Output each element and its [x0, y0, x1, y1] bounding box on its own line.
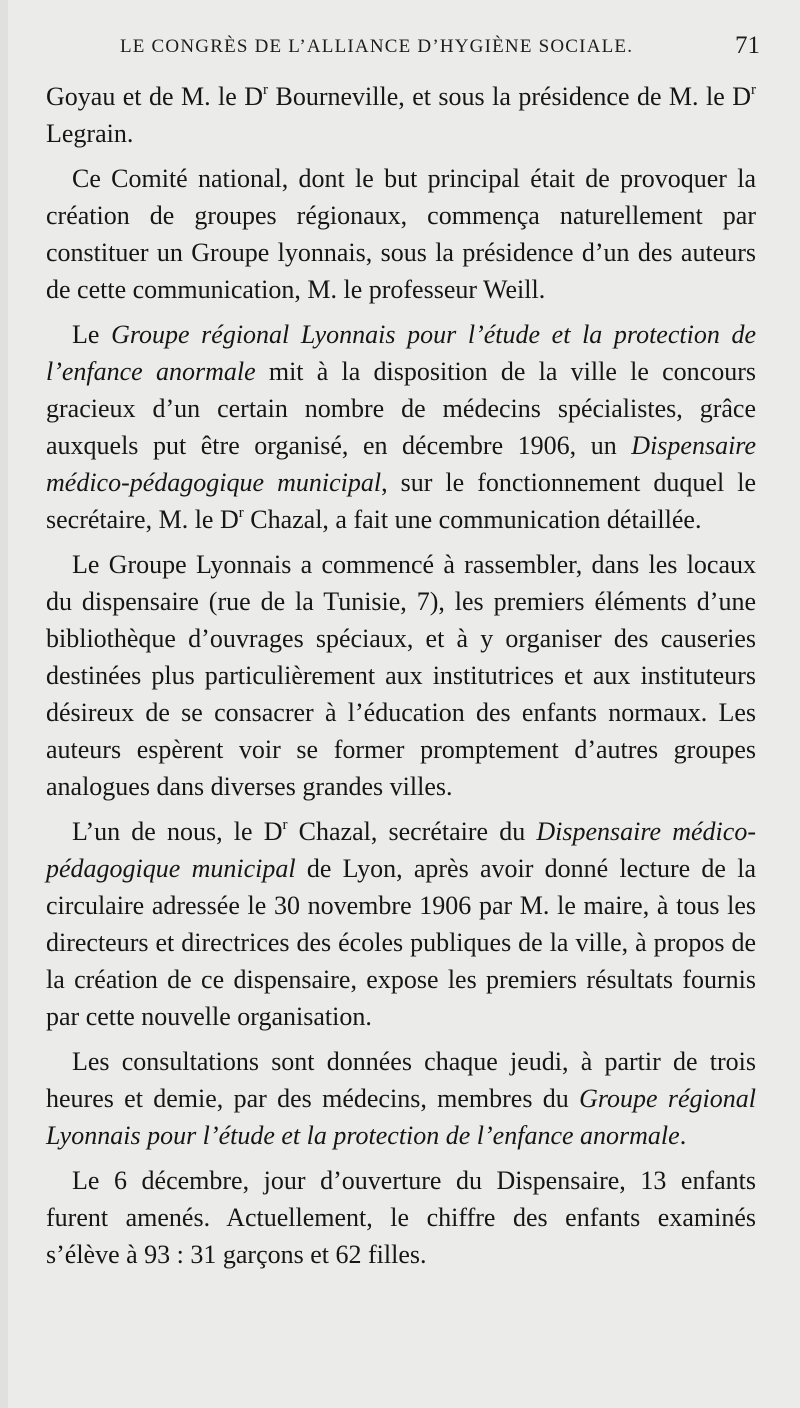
text-run: de Lyon, après avoir donné lecture de la circulaire adressée le 30 novembre 1906 par M. le maire, à tous les directeurs et directrices des écoles publiques de la ville, à propos de la création de ce dispensaire, expose les premiers résultats fournis par cette nouvelle organisation. — [46, 854, 756, 1031]
paragraph — [46, 160, 756, 308]
text-run: Chazal, a fait une communication détaillée. — [243, 505, 702, 534]
italic-text: Groupe régional Lyonnais pour l’étude et la protection de l’enfance anormale — [46, 320, 756, 386]
text-run: , sur le fonctionnement duquel le secrétaire, M. le D — [46, 468, 757, 534]
text-run: Legrain. — [46, 119, 134, 148]
running-title: LE CONGRÈS DE L’ALLIANCE D’HYGIÈNE SOCIALE. — [120, 36, 634, 57]
text-run: Bourneville, et sous la présidence de M. le D — [268, 82, 751, 111]
superscript: r — [282, 817, 288, 833]
text-run: Les consultations sont données chaque jeudi, à partir de trois heures et demie, par des médecins, membres du — [46, 1047, 756, 1113]
page-number: 71 — [735, 32, 760, 59]
italic-text: Groupe régional Lyonnais pour l’étude et la protection de l’enfance anormale — [46, 1084, 756, 1150]
text-run: . — [679, 1121, 687, 1150]
text-run: Goyau et de M. le D — [46, 82, 264, 111]
text-run: mit à la disposition de la ville le concours gracieux d’un certain nombre de médecins spécialistes, grâce auxquels put être organisé, en décembre 1906, un — [46, 357, 756, 460]
italic-text: Dispensaire médico-pédagogique municipal — [46, 431, 756, 497]
text-run: L’un de nous, le D — [72, 817, 283, 846]
text-run: Le — [72, 320, 112, 349]
superscript: r — [238, 505, 244, 521]
superscript: r — [263, 82, 269, 98]
page-edge — [0, 0, 8, 1408]
text-run: Le 6 décembre, jour d’ouverture du Dispensaire, 13 enfants furent amenés. Actuellement, le chiffre des enfants examinés s’élève à 93 : 31 garçons et 62 filles. — [46, 1166, 756, 1269]
superscript: r — [751, 82, 756, 98]
paragraph — [46, 546, 756, 805]
running-header — [120, 32, 760, 66]
paragraph — [46, 1043, 756, 1154]
paragraph — [46, 813, 756, 1035]
text-run: Ce Comité national, dont le but principal était de provoquer la création de groupes régionaux, commença naturellement par constituer un Groupe lyonnais, sous la présidence d’un des auteurs de cette communication, M. le professeur Weill. — [46, 164, 756, 304]
body-text — [46, 78, 756, 1281]
italic-text: Dispensaire médico-pédagogique municipal — [46, 817, 756, 883]
text-run: Le Groupe Lyonnais a commencé à rassembler, dans les locaux du dispensaire (rue de la Tunisie, 7), les premiers éléments d’une bibliothèque d’ouvrages spéciaux, et à y organiser des causeries destinées plus particulièrement aux institutrices et aux instituteurs désireux de se consacrer à l’éducation des enfants normaux. Les auteurs espèrent voir se former promptement d’autres groupes analogues dans diverses grandes villes. — [46, 550, 756, 801]
paragraph — [46, 316, 756, 538]
paragraph — [46, 78, 756, 152]
text-run: Chazal, secrétaire du — [287, 817, 537, 846]
paragraph — [46, 1162, 756, 1273]
